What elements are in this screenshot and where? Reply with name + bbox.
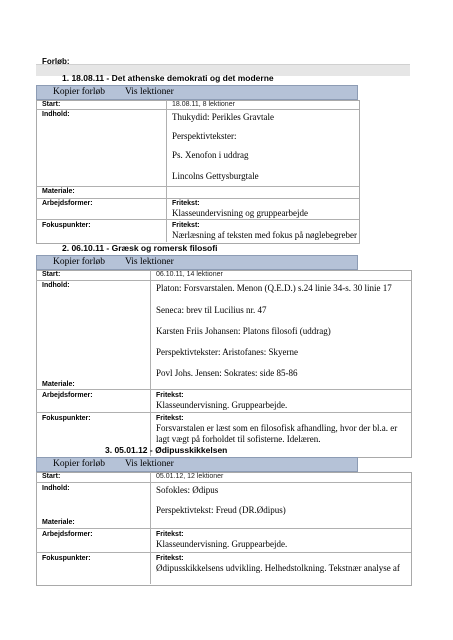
indhold-line: Povl Johs. Jensen: Sokrates: side 85-86 xyxy=(156,368,298,378)
arbejdsformer-value: Klasseundervisning. Gruppearbejde. xyxy=(156,400,288,410)
start-value: 18.08.11, 8 lektioner xyxy=(172,101,235,108)
arbejdsformer-label: Arbejdsformer: xyxy=(42,392,93,399)
indhold-label: Indhold: xyxy=(42,111,70,118)
indhold-line: Seneca: brev til Lucilius nr. 47 xyxy=(156,305,267,315)
materiale-label: Materiale: xyxy=(42,188,75,195)
copy-course-button[interactable]: Kopier forløb xyxy=(53,459,105,469)
start-label: Start: xyxy=(42,271,61,278)
course-toolbar xyxy=(36,457,358,472)
show-lessons-button[interactable]: Vis lektioner xyxy=(125,459,174,469)
course-title: 3. 05.01.12 - Ødipusskikkelsen xyxy=(105,445,228,455)
fritekst-label: Fritekst: xyxy=(156,531,184,538)
start-value: 06.10.11, 14 lektioner xyxy=(156,271,223,278)
indhold-line: Perspektivtekster: xyxy=(172,131,237,141)
indhold-line: Platon: Forsvarstalen. Menon (Q.E.D.) s.24 linie 34-s. 30 linie 17 xyxy=(156,283,392,293)
copy-course-button[interactable]: Kopier forløb xyxy=(53,87,105,97)
fritekst-label: Fritekst: xyxy=(172,222,200,229)
course-title: 1. 18.08.11 - Det athenske demokrati og det moderne xyxy=(62,73,274,83)
indhold-line: Thukydid: Perikles Gravtale xyxy=(172,112,274,122)
indhold-line: Ps. Xenofon i uddrag xyxy=(172,150,249,160)
fokuspunkter-label: Fokuspunkter: xyxy=(42,222,91,229)
fokuspunkter-line: Ødipusskikkelsens udvikling. Helhedstolkning. Tekstnær analyse af xyxy=(156,563,400,573)
start-label: Start: xyxy=(42,473,61,480)
indhold-line: Sofokles: Ødipus xyxy=(156,485,219,495)
indhold-label: Indhold: xyxy=(42,485,70,492)
fritekst-label: Fritekst: xyxy=(156,392,184,399)
fritekst-label: Fritekst: xyxy=(172,200,200,207)
start-value: 05.01.12, 12 lektioner xyxy=(156,473,224,480)
arbejdsformer-value: Klasseundervisning. Gruppearbejde. xyxy=(156,539,288,549)
fokuspunkter-line: Forsvarstalen er læst som en filosofisk afhandling, hvor der bl.a. er xyxy=(156,423,398,433)
fokuspunkter-line: Nærlæsning af teksten med fokus på nøglebegreber xyxy=(172,230,357,240)
show-lessons-button[interactable]: Vis lektioner xyxy=(125,257,174,267)
indhold-label: Indhold: xyxy=(42,282,70,289)
forlob-heading: Forløb: xyxy=(42,57,70,66)
fokuspunkter-label: Fokuspunkter: xyxy=(42,415,91,422)
course-toolbar xyxy=(36,255,358,270)
materiale-label: Materiale: xyxy=(42,381,75,388)
indhold-line: Perspektivtekster: Aristofanes: Skyerne xyxy=(156,347,298,357)
course-title: 2. 06.10.11 - Græsk og romersk filosofi xyxy=(62,243,218,253)
indhold-line: Lincolns Gettysburgtale xyxy=(172,171,259,181)
arbejdsformer-value: Klasseundervisning og gruppearbejde xyxy=(172,208,308,218)
arbejdsformer-label: Arbejdsformer: xyxy=(42,200,93,207)
materiale-label: Materiale: xyxy=(42,519,75,526)
indhold-line: Perspektivtekst: Freud (DR.Ødipus) xyxy=(156,505,286,515)
show-lessons-button[interactable]: Vis lektioner xyxy=(125,87,174,97)
fritekst-label: Fritekst: xyxy=(156,415,184,422)
fokuspunkter-label: Fokuspunkter: xyxy=(42,555,91,562)
copy-course-button[interactable]: Kopier forløb xyxy=(53,257,105,267)
arbejdsformer-label: Arbejdsformer: xyxy=(42,531,93,538)
indhold-line: Karsten Friis Johansen: Platons filosofi (uddrag) xyxy=(156,326,331,336)
fokuspunkter-line: lagt vægt på forholdet til sofisterne. Idelæren. xyxy=(156,434,321,444)
start-label: Start: xyxy=(42,101,61,108)
course-toolbar xyxy=(36,85,358,100)
fritekst-label: Fritekst: xyxy=(156,555,184,562)
